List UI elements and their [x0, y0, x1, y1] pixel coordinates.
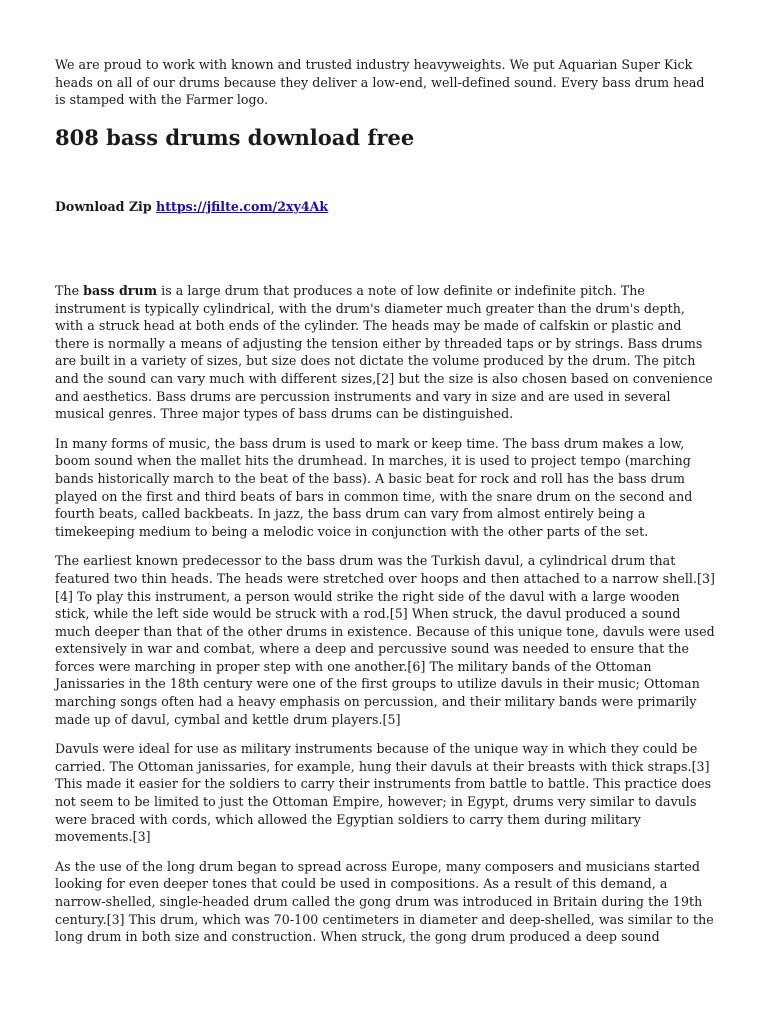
bass-drum-term: bass drum: [83, 283, 158, 298]
page-title: 808 bass drums download free: [55, 125, 415, 150]
intro-paragraph: We are proud to work with known and trusted industry heavyweights. We put Aquarian Super Kick heads on all of our drums because they deliver a low-end, well-defined sound. Every bass drum head is stamped with the Farmer logo.: [55, 57, 705, 108]
p1-rest: is a large drum that produces a note of low definite or indefinite pitch. The instrument is typically cylindrical, with the drum's diameter much greater than the drum's depth, with a struck head at both ends of the cylinder. The heads may be made of calfskin or plastic and there is normally a means of adjusting the tension either by threaded taps or by strings. Bass drums are built in a variety of sizes, but size does not dictate the volume produced by the drum. The pitch and the sound can vary much with different sizes,[2] but the size is also chosen based on convenience and aesthetics. Bass drums are percussion instruments and vary in size and are used in several musical genres. Three major types of bass drums can be distinguished.: [55, 283, 713, 422]
paragraph-military-use: Davuls were ideal for use as military instruments because of the unique way in which they could be carried. The Ottoman janissaries, for example, hung their davuls at their breasts with thick straps.[3] This made it easier for the soldiers to carry their instruments from battle to battle. This practice does not seem to be limited to just the Ottoman Empire, however; in Egypt, drums very similar to davuls were braced with cords, which allowed the Egyptian soldiers to carry them during military movements.[3]: [55, 741, 712, 845]
document-page: [55, 56, 717, 945]
download-link[interactable]: https://jfilte.com/2xy4Ak: [156, 199, 329, 214]
download-line: [55, 198, 328, 216]
paragraph-davul-history: The earliest known predecessor to the bass drum was the Turkish davul, a cylindrical drum that featured two thin heads. The heads were stretched over hoops and then attached to a narrow shell.[3][4] To play this instrument, a person would strike the right side of the davul with a large wooden stick, while the left side would be struck with a rod.[5] When struck, the davul produced a sound much deeper than that of the other drums in existence. Because of this unique tone, davuls were used extensively in war and combat, where a deep and percussive sound was needed to ensure that the forces were marching in proper step with one another.[6] The military bands of the Ottoman Janissaries in the 18th century were one of the first groups to utilize davuls in their music; Ottoman marching songs often had a heavy emphasis on percussion, and their military bands were primarily made up of davul, cymbal and kettle drum players.[5]: [55, 553, 716, 727]
p1-prefix: The: [55, 283, 84, 298]
download-label: Download Zip: [55, 199, 152, 214]
paragraph-gong-drum: As the use of the long drum began to spread across Europe, many composers and musicians started looking for even deeper tones that could be used in compositions. As a result of this demand, a narrow-shelled, single-headed drum called the gong drum was introduced in Britain during the 19th century.[3] This drum, which was 70-100 centimeters in diameter and deep-shelled, was similar to the long drum in both size and construction. When struck, the gong drum produced a deep sound: [55, 858, 714, 945]
article-body: [55, 282, 717, 958]
paragraph-timekeeping: In many forms of music, the bass drum is used to mark or keep time. The bass drum makes a low, boom sound when the mallet hits the drumhead. In marches, it is used to project tempo (marching bands historically march to the beat of the bass). A basic beat for rock and roll has the bass drum played on the first and third beats of bars in common time, with the snare drum on the second and fourth beats, called backbeats. In jazz, the bass drum can vary from almost entirely being a timekeeping medium to being a melodic voice in conjunction with the other parts of the set.: [55, 435, 693, 539]
paragraph-bass-drum-definition: [55, 282, 717, 423]
